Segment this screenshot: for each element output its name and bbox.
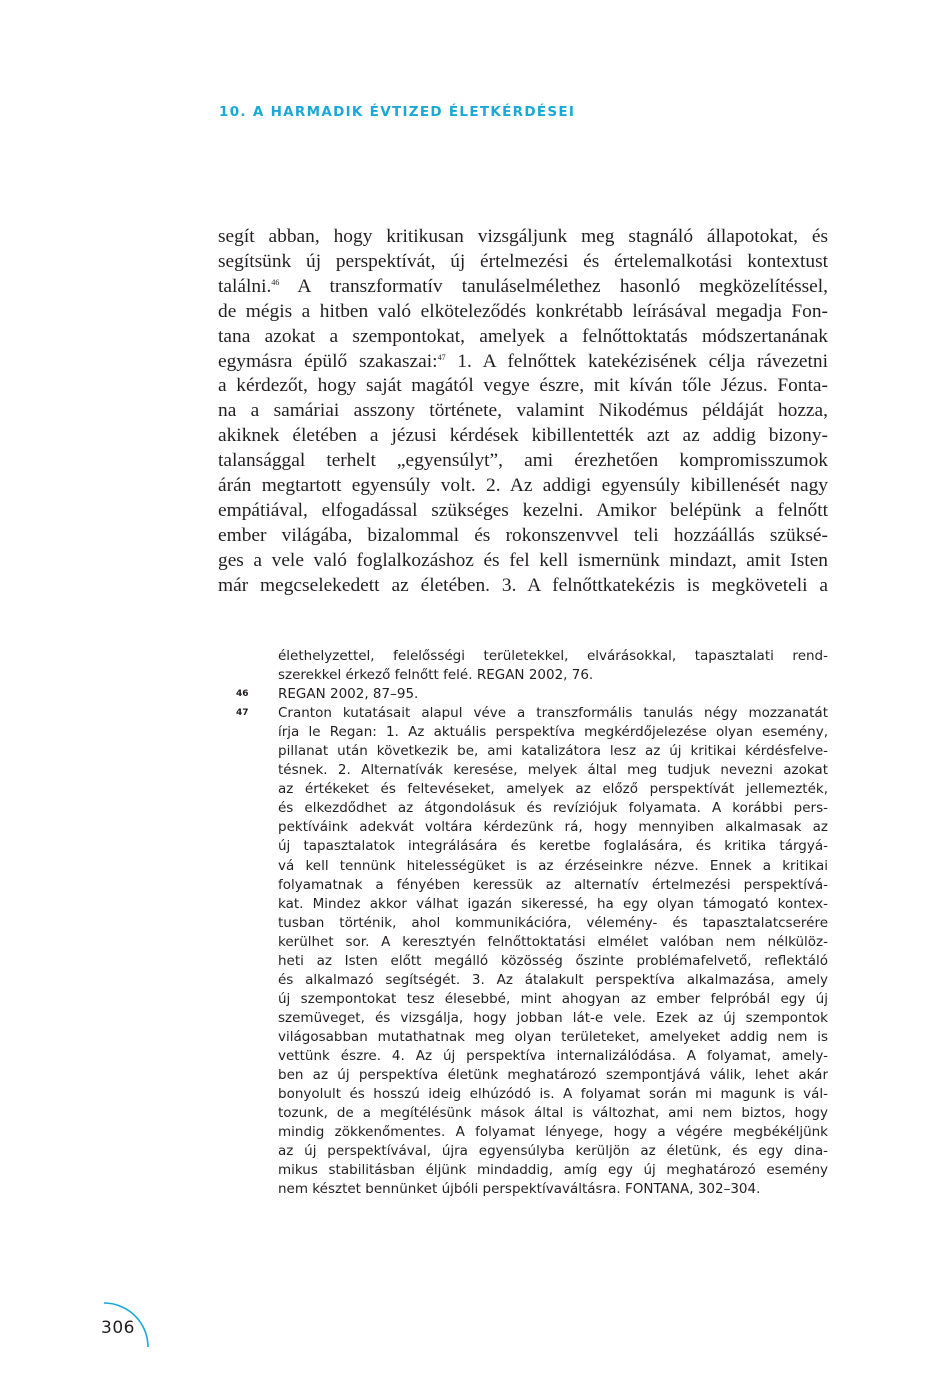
footnote-line: világosabban mutathatnak meg olyan területeket, amelyeket addig nem is — [278, 1028, 828, 1045]
footnote-number: 46 — [236, 689, 249, 700]
footnote-47 — [236, 704, 828, 1199]
page-number: 306 — [101, 1318, 135, 1338]
footnotes — [236, 647, 828, 1199]
footnote-line: nem késztet bennünket újbóli perspektívaváltásra. FONTANA, 302–304. — [278, 1181, 761, 1198]
body-line: tana azokat a szempontokat, amelyek a felnőttoktatás módszertanának — [218, 325, 828, 347]
footnote-line: REGAN 2002, 87–95. — [278, 686, 419, 703]
body-line: egymásra épülő szakaszai:$^{47}$ 1. A felnőttek katekézisének célja rávezetni — [218, 350, 829, 372]
main-paragraph — [218, 225, 828, 599]
body-line: ges a vele való foglalkozáshoz és fel kell ismernünk mindazt, amit Isten — [218, 549, 828, 571]
footnote-line: heti az Isten előtt megálló közösség őszinte problémafelvető, reflektáló — [278, 952, 828, 969]
running-head-title: 10. A HARMADIK ÉVTIZED ÉLETKÉRDÉSEI — [219, 104, 576, 120]
footnote-line: és elkezdődhet az átgondolásuk és revíziójuk folyamata. A korábbi pers- — [278, 800, 828, 817]
footnote-line: szerekkel érkező felnőtt felé. REGAN 2002, 76. — [278, 667, 594, 684]
footnote-line: szemüveget, és vizsgálja, hogy jobban lát-e vele. Ezek az új szempontok — [278, 1009, 828, 1026]
body-line: empátiával, elfogadással szükséges kezelni. Amikor belépünk a felnőtt — [218, 499, 828, 521]
footnote-ref-46[interactable]: 46 — [271, 277, 280, 287]
footnote-line: élethelyzettel, felelősségi területekkel, elvárásokkal, tapasztalati rend- — [278, 648, 828, 664]
footnote-line: kerülhet sor. A keresztyén felnőttoktatási elmélet valóban nem nélkülöz- — [278, 933, 828, 950]
body-line: segít abban, hogy kritikusan vizsgáljunk meg stagnáló állapotokat, és — [218, 226, 828, 247]
body-line: talansággal terhelt „egyensúlyt”, ami érezhetően kompromisszumok — [218, 450, 828, 472]
body-line: találni.$^{46}$ A transzformatív tanuláselmélethez hasonló megközelítéssel, — [218, 275, 828, 297]
footnote-line: pektíváink adekvát voltára kérdezünk rá, hogy mennyiben alkalmasak az — [278, 819, 828, 836]
footnote-line: írja le Regan: 1. Az aktuális perspektíva megkérdőjelezése olyan esemény, — [278, 724, 828, 741]
footnote-continued — [236, 647, 828, 685]
body-line: árán megtartott egyensúly volt. 2. Az addigi egyensúly kibillenését nagy — [218, 475, 828, 497]
body-line: már megcselekedett az életében. 3. A felnőttkatekézis is megköveteli a — [218, 574, 828, 596]
footnote-line: tusban történik, ahol kommunikációra, vélemény- és tapasztalatcserére — [278, 914, 828, 931]
footnote-line: új tapasztalatok integrálására és keretbe foglalására, és kritika tárgyá- — [278, 838, 828, 855]
body-line: na a samáriai asszony története, valamint Nikodémus példáját hozza, — [218, 400, 828, 422]
footnote-line: új szempontokat tesz élesebbé, mint ahogyan az ember felpróbál egy új — [278, 990, 828, 1007]
footnote-line: ben az új perspektíva életünk meghatározó szempontjává válik, lehet akár — [278, 1067, 828, 1084]
footnote-line: Cranton kutatásait alapul véve a transzformális tanulás négy mozzanatát — [278, 705, 828, 722]
footnote-ref-47[interactable]: 47 — [437, 352, 446, 362]
footnote-line: pillanat után következik be, ami katalizátora lesz az új kritikai kérdésfelve- — [278, 743, 828, 760]
footnote-line: folyamatnak a fényében keressük az alternatív értelmezési perspektívá- — [278, 876, 828, 893]
footnote-number: 47 — [236, 708, 249, 719]
footnote-line: bonyolult és hosszú ideig elhúzódó is. A folyamat során mi magunk is vál- — [278, 1086, 828, 1103]
footnote-line: tésnek. 2. Alternatívák keresése, melyek által meg tudjuk nevezni azokat — [278, 762, 828, 779]
footnote-line: vá kell tennünk hitelességüket is az érzéseinkre nézve. Ennek a kritikai — [278, 857, 828, 874]
footnote-line: mindig zökkenőmentes. A folyamat lényege, hogy a végére megbékéljünk — [278, 1124, 828, 1141]
body-line: segítsünk új perspektívát, új értelmezési és értelemalkotási kontextust — [218, 250, 828, 272]
body-line: ember világába, bizalommal és rokonszenvvel teli hozzáállás szüksé- — [218, 524, 828, 546]
footnote-line: az értékeket és feltevéseket, amelyek az előző perspektívát jellemezték, — [278, 781, 828, 798]
footnote-line: vettünk észre. 4. Az új perspektíva internalizálódása. A folyamat, amely- — [278, 1047, 828, 1064]
footnote-line: kat. Mindez akkor válhat igazán sikeressé, ha egy olyan támogató kontex- — [278, 895, 828, 912]
body-line: de mégis a hitben való elköteleződés konkrétabb leírásával megadja Fon- — [218, 300, 828, 322]
footnote-line: az új perspektívával, újra egyensúlyba kerüljön az életünk, és egy dina- — [278, 1143, 828, 1160]
footnote-line: és alkalmazó segítségét. 3. Az átalakult perspektíva alkalmazása, amely — [278, 971, 828, 988]
footnote-line: mikus stabilitásban éljünk mindaddig, amíg egy új meghatározó esemény — [278, 1162, 828, 1179]
footnote-46 — [236, 685, 828, 704]
body-line: akiknek életében a jézusi kérdések kibillentették azt az addig bizony- — [218, 425, 828, 447]
body-line: a kérdezőt, hogy saját magától vegye észre, mit kíván tőle Jézus. Fonta- — [218, 375, 828, 397]
footnote-line: tozunk, de a megítélésünk mások által is változhat, ami nem biztos, hogy — [278, 1105, 828, 1122]
